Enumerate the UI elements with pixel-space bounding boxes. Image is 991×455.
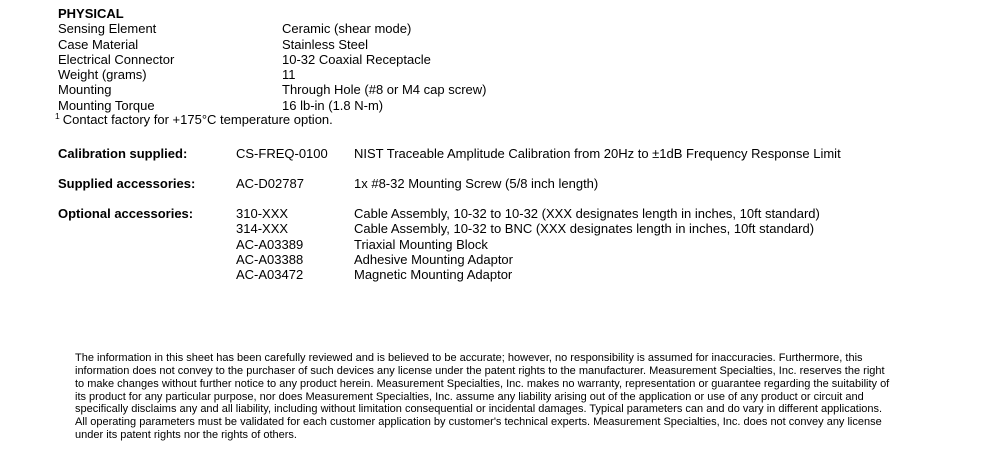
spec-value: Ceramic (shear mode)	[282, 21, 412, 37]
spec-label: Sensing Element	[58, 21, 157, 37]
part-description: Cable Assembly, 10-32 to BNC (XXX designates length in inches, 10ft standard)	[354, 221, 815, 237]
group-items	[236, 176, 598, 191]
legal-disclaimer	[75, 352, 889, 442]
accessories-section	[58, 146, 841, 297]
spec-label: Case Material	[58, 36, 139, 52]
accessory-item	[236, 221, 820, 236]
accessory-item	[236, 206, 820, 221]
spec-label: Electrical Connector	[58, 51, 175, 67]
part-number: 310-XXX	[236, 205, 289, 221]
disclaimer-line: its product for any particular purpose, nor does Measurement Specialties, Inc. assume any liability arising out of the application or use of any product or circuit and	[75, 390, 864, 403]
spec-row-mounting-torque	[58, 98, 486, 113]
part-description: Adhesive Mounting Adaptor	[354, 251, 513, 267]
spec-label: Mounting Torque	[58, 97, 155, 113]
spec-row-sensing-element	[58, 21, 486, 36]
accessory-item	[236, 237, 820, 252]
spec-label: Mounting	[58, 82, 112, 98]
temperature-footnote	[55, 112, 333, 129]
spec-value: 10-32 Coaxial Receptacle	[282, 51, 431, 67]
disclaimer-line: to make changes without further notice to any product herein. Measurement Specialties, Inc. makes no warranty, representation or guarantee regarding the suitability of	[75, 377, 890, 390]
group-items	[236, 206, 820, 282]
part-number: AC-A03472	[236, 267, 304, 283]
supplied-accessories-group	[58, 176, 841, 191]
part-description: NIST Traceable Amplitude Calibration from 20Hz to ±1dB Frequency Response Limit	[354, 146, 841, 161]
group-label: Supplied accessories:	[58, 175, 196, 191]
part-description: 1x #8-32 Mounting Screw (5/8 inch length)	[354, 175, 599, 191]
accessory-item	[236, 252, 820, 267]
disclaimer-line: The information in this sheet has been carefully reviewed and is believed to be accurate; however, no responsibility is assumed for inaccuracies. Furthermore, this	[75, 352, 863, 364]
spec-row-mounting	[58, 82, 486, 97]
group-label: Calibration supplied:	[58, 146, 188, 161]
footnote-marker: 1	[55, 111, 60, 121]
accessory-item	[236, 176, 598, 191]
accessory-item	[236, 146, 841, 161]
spec-value: 11	[282, 67, 296, 83]
spec-row-weight	[58, 67, 486, 82]
part-number: AC-A03388	[236, 251, 304, 267]
group-label: Optional accessories:	[58, 205, 194, 221]
footnote-text: Contact factory for +175°C temperature option.	[62, 112, 333, 127]
physical-section	[58, 6, 486, 113]
part-description: Triaxial Mounting Block	[354, 236, 488, 252]
spec-row-electrical-connector	[58, 52, 486, 67]
optional-accessories-group	[58, 206, 841, 282]
part-number: AC-A03389	[236, 236, 304, 252]
accessory-item	[236, 267, 820, 282]
disclaimer-line: under its patent rights nor the rights of others.	[75, 429, 297, 442]
part-number: AC-D02787	[236, 175, 304, 191]
spec-value: Through Hole (#8 or M4 cap screw)	[282, 82, 487, 98]
spec-row-case-material	[58, 37, 486, 52]
part-description: Cable Assembly, 10-32 to 10-32 (XXX designates length in inches, 10ft standard)	[354, 205, 820, 221]
disclaimer-line: All operating parameters must be validated for each customer application by customer's technical experts. Measurement Specialties, Inc. does not convey any license	[75, 416, 882, 429]
part-number: 314-XXX	[236, 221, 289, 237]
spec-value: Stainless Steel	[282, 36, 368, 52]
part-number: CS-FREQ-0100	[236, 146, 328, 161]
disclaimer-line: specifically disclaims any and all liability, including without limitation consequential or incidental damages. Typical parameters can and do vary in different applications.	[75, 403, 883, 416]
spec-label: Weight (grams)	[58, 67, 147, 83]
calibration-supplied-group	[58, 146, 841, 161]
disclaimer-line: information does not convey to the purchaser of such devices any license under the patent rights to the manufacturer. Measurement Specialties, Inc. reserves the right	[75, 364, 885, 377]
spec-value: 16 lb-in (1.8 N-m)	[282, 97, 384, 113]
part-description: Magnetic Mounting Adaptor	[354, 267, 513, 283]
physical-heading: PHYSICAL	[58, 6, 124, 21]
group-items	[236, 146, 841, 161]
